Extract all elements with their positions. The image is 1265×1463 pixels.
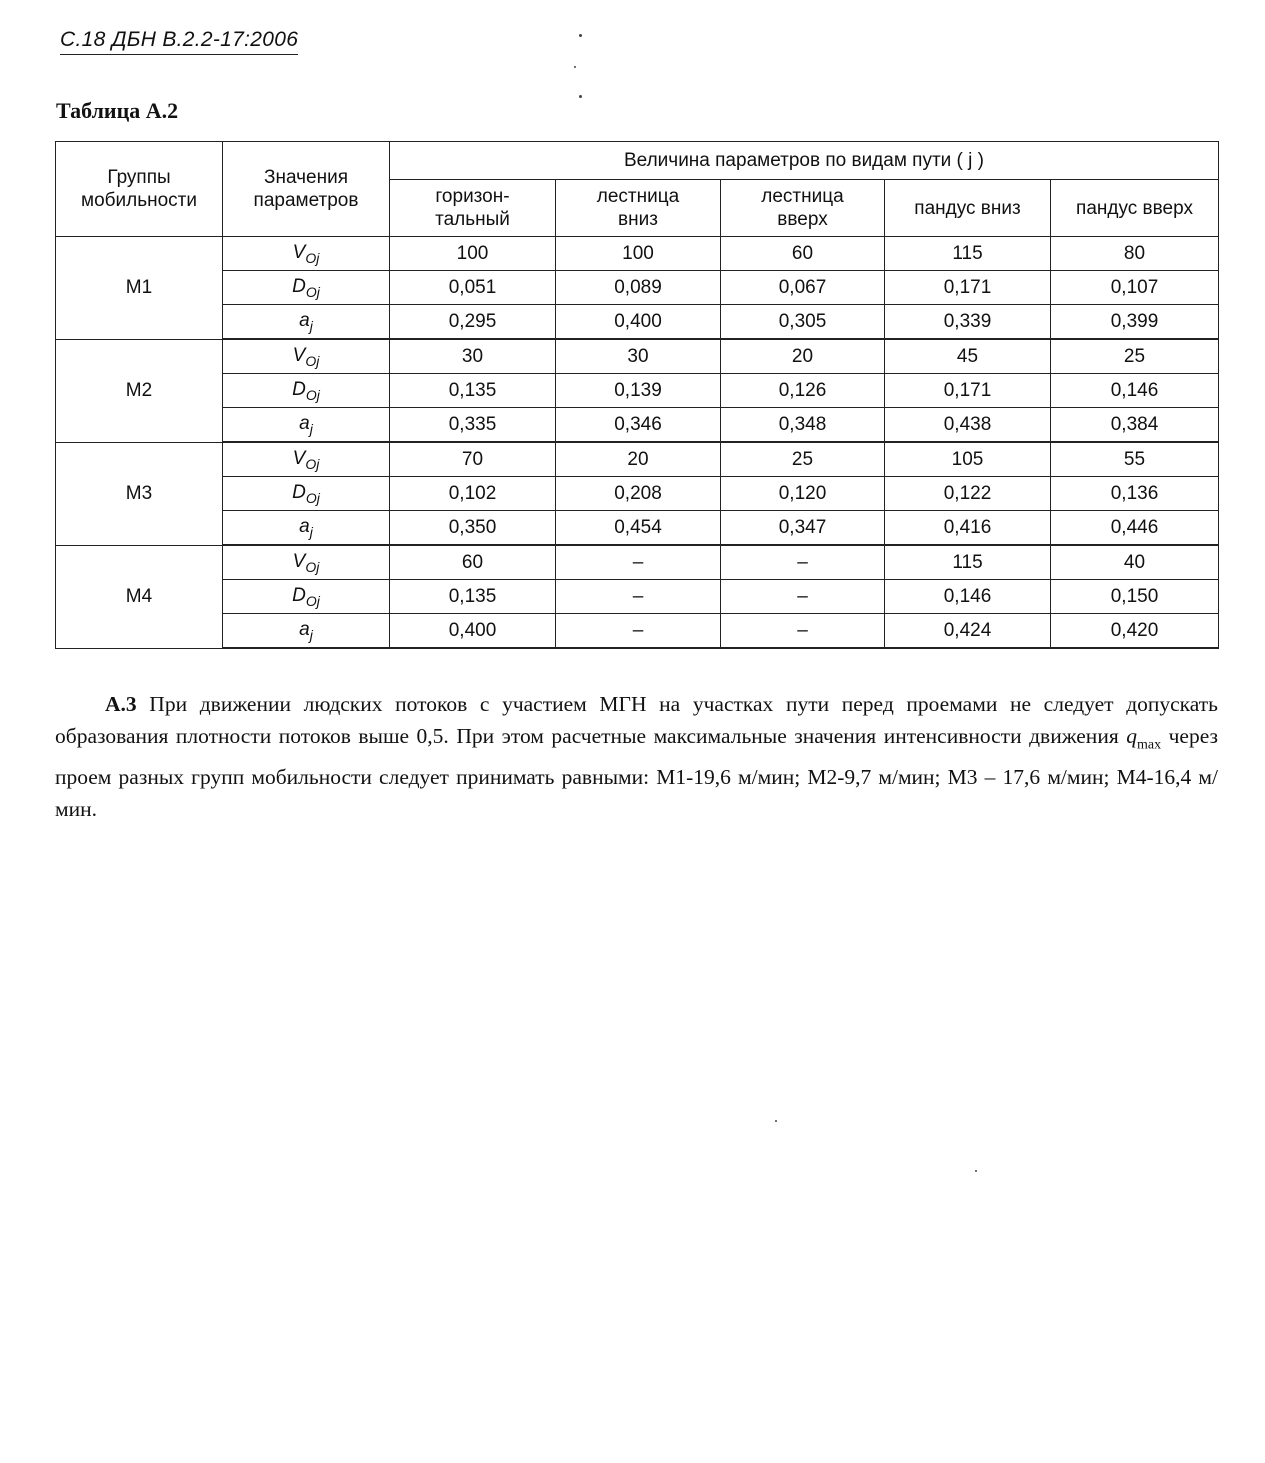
value-cell: 20 bbox=[556, 442, 721, 477]
param-cell bbox=[223, 511, 390, 546]
value-cell: 105 bbox=[885, 442, 1051, 477]
value-cell: 0,171 bbox=[885, 271, 1051, 305]
value-cell: 0,051 bbox=[390, 271, 556, 305]
param-symbol: a bbox=[299, 515, 310, 537]
table-row bbox=[56, 374, 1219, 408]
scan-speck bbox=[775, 1120, 777, 1122]
table-row bbox=[56, 511, 1219, 546]
table-row bbox=[56, 408, 1219, 443]
value-cell: 0,305 bbox=[721, 305, 885, 340]
group-cell: М3 bbox=[56, 442, 223, 545]
group-cell: М2 bbox=[56, 339, 223, 442]
paragraph-a3 bbox=[55, 688, 1218, 825]
value-cell: 30 bbox=[556, 339, 721, 374]
param-subscript: Oj bbox=[305, 249, 320, 266]
value-cell: 0,350 bbox=[390, 511, 556, 546]
paragraph-text-before: При движении людских потоков с участием МГН на участках пути перед проемами не следует допускать образования плотности потоков выше 0,5. При этом расчетные максимальные значения интенсивности движения bbox=[55, 692, 1218, 748]
value-cell: 0,208 bbox=[556, 477, 721, 511]
value-cell: – bbox=[721, 580, 885, 614]
value-cell: 0,420 bbox=[1051, 614, 1219, 649]
table-row bbox=[56, 305, 1219, 340]
param-subscript: Oj bbox=[305, 592, 320, 609]
value-cell: 0,126 bbox=[721, 374, 885, 408]
value-cell: – bbox=[721, 614, 885, 649]
param-symbol: a bbox=[299, 309, 310, 331]
param-subscript: Oj bbox=[305, 489, 320, 506]
path-type-header: горизон-тальный bbox=[390, 180, 556, 237]
path-type-header: пандус вверх bbox=[1051, 180, 1219, 237]
value-cell: 0,384 bbox=[1051, 408, 1219, 443]
value-cell: 0,399 bbox=[1051, 305, 1219, 340]
value-cell: 0,400 bbox=[556, 305, 721, 340]
q-symbol: q bbox=[1126, 724, 1137, 748]
param-subscript: Oj bbox=[305, 352, 320, 369]
page-header: С.18 ДБН В.2.2-17:2006 bbox=[60, 28, 298, 55]
param-subscript: j bbox=[309, 626, 313, 643]
value-cell: – bbox=[556, 614, 721, 649]
table-title: Таблица А.2 bbox=[56, 98, 179, 123]
param-symbol: V bbox=[292, 550, 306, 572]
value-cell: 0,136 bbox=[1051, 477, 1219, 511]
value-cell: 0,171 bbox=[885, 374, 1051, 408]
value-cell: 70 bbox=[390, 442, 556, 477]
scan-speck bbox=[579, 95, 582, 98]
value-cell: 0,347 bbox=[721, 511, 885, 546]
value-cell: 60 bbox=[721, 237, 885, 271]
value-cell: 80 bbox=[1051, 237, 1219, 271]
scan-speck bbox=[574, 66, 576, 68]
param-symbol: V bbox=[292, 447, 306, 469]
scan-speck bbox=[579, 34, 582, 37]
param-cell bbox=[223, 339, 390, 374]
table-body bbox=[56, 237, 1219, 649]
param-subscript: Oj bbox=[305, 283, 320, 300]
parameters-table bbox=[55, 141, 1219, 649]
param-subscript: j bbox=[309, 420, 313, 437]
value-cell: 100 bbox=[390, 237, 556, 271]
param-subscript: Oj bbox=[305, 455, 320, 472]
param-subscript: j bbox=[309, 523, 313, 540]
table-row bbox=[56, 442, 1219, 477]
value-cell: 25 bbox=[1051, 339, 1219, 374]
value-cell: 20 bbox=[721, 339, 885, 374]
value-cell: 0,089 bbox=[556, 271, 721, 305]
param-cell bbox=[223, 305, 390, 340]
value-cell: 0,295 bbox=[390, 305, 556, 340]
value-cell: 0,067 bbox=[721, 271, 885, 305]
param-cell bbox=[223, 580, 390, 614]
param-cell bbox=[223, 442, 390, 477]
value-cell: 0,120 bbox=[721, 477, 885, 511]
table-row bbox=[56, 477, 1219, 511]
param-cell bbox=[223, 477, 390, 511]
value-cell: 0,150 bbox=[1051, 580, 1219, 614]
param-subscript: Oj bbox=[305, 386, 320, 403]
value-cell: 115 bbox=[885, 545, 1051, 580]
param-cell bbox=[223, 408, 390, 443]
value-cell: 0,424 bbox=[885, 614, 1051, 649]
param-symbol: a bbox=[299, 618, 310, 640]
value-cell: 0,135 bbox=[390, 580, 556, 614]
table-row bbox=[56, 545, 1219, 580]
value-cell: 0,400 bbox=[390, 614, 556, 649]
value-cell: 0,438 bbox=[885, 408, 1051, 443]
param-symbol: V bbox=[292, 344, 306, 366]
value-cell: 30 bbox=[390, 339, 556, 374]
param-subscript: j bbox=[309, 317, 313, 334]
value-cell: 100 bbox=[556, 237, 721, 271]
value-cell: 0,146 bbox=[885, 580, 1051, 614]
value-cell: 0,346 bbox=[556, 408, 721, 443]
table-row bbox=[56, 580, 1219, 614]
table-row bbox=[56, 614, 1219, 649]
param-column-header: Значения параметров bbox=[223, 142, 390, 237]
table-row bbox=[56, 271, 1219, 305]
value-cell: 0,454 bbox=[556, 511, 721, 546]
param-symbol: D bbox=[292, 378, 306, 400]
value-cell: 0,446 bbox=[1051, 511, 1219, 546]
value-cell: 0,135 bbox=[390, 374, 556, 408]
param-symbol: D bbox=[292, 481, 306, 503]
param-symbol: D bbox=[292, 275, 306, 297]
param-cell bbox=[223, 614, 390, 649]
value-cell: 45 bbox=[885, 339, 1051, 374]
value-cell: 40 bbox=[1051, 545, 1219, 580]
q-subscript: max bbox=[1136, 737, 1162, 753]
value-cell: 0,139 bbox=[556, 374, 721, 408]
group-cell: М4 bbox=[56, 545, 223, 648]
value-cell: 0,416 bbox=[885, 511, 1051, 546]
value-cell: 0,107 bbox=[1051, 271, 1219, 305]
value-cell: – bbox=[556, 580, 721, 614]
param-cell bbox=[223, 545, 390, 580]
param-subscript: Oj bbox=[305, 558, 320, 575]
path-type-header: лестница вниз bbox=[556, 180, 721, 237]
param-cell bbox=[223, 374, 390, 408]
table-row bbox=[56, 339, 1219, 374]
value-cell: 115 bbox=[885, 237, 1051, 271]
param-symbol: D bbox=[292, 584, 306, 606]
group-cell: М1 bbox=[56, 237, 223, 340]
table-row bbox=[56, 237, 1219, 271]
param-symbol: a bbox=[299, 412, 310, 434]
path-type-header: лестница вверх bbox=[721, 180, 885, 237]
value-cell: 0,102 bbox=[390, 477, 556, 511]
scan-speck bbox=[975, 1170, 977, 1172]
value-cell: 0,335 bbox=[390, 408, 556, 443]
param-cell bbox=[223, 237, 390, 271]
value-cell: – bbox=[556, 545, 721, 580]
value-cell: 55 bbox=[1051, 442, 1219, 477]
value-cell: 0,122 bbox=[885, 477, 1051, 511]
value-cell: 0,348 bbox=[721, 408, 885, 443]
paragraph-text-after: через проем разных групп мобильности следует принимать равными: М1-19,6 м/мин; М2-9,7 м/мин; М3 – 17,6 м/мин; М4-16,4 м/мин. bbox=[55, 724, 1218, 822]
paragraph-label: А.3 bbox=[105, 692, 137, 716]
value-cell: 0,339 bbox=[885, 305, 1051, 340]
path-type-header: пандус вниз bbox=[885, 180, 1051, 237]
value-cell: 60 bbox=[390, 545, 556, 580]
value-cell: – bbox=[721, 545, 885, 580]
value-cell: 25 bbox=[721, 442, 885, 477]
path-types-span-header: Величина параметров по видам пути ( j ) bbox=[390, 142, 1219, 180]
value-cell: 0,146 bbox=[1051, 374, 1219, 408]
param-symbol: V bbox=[292, 241, 306, 263]
param-cell bbox=[223, 271, 390, 305]
group-column-header: Группы мобильности bbox=[56, 142, 223, 237]
